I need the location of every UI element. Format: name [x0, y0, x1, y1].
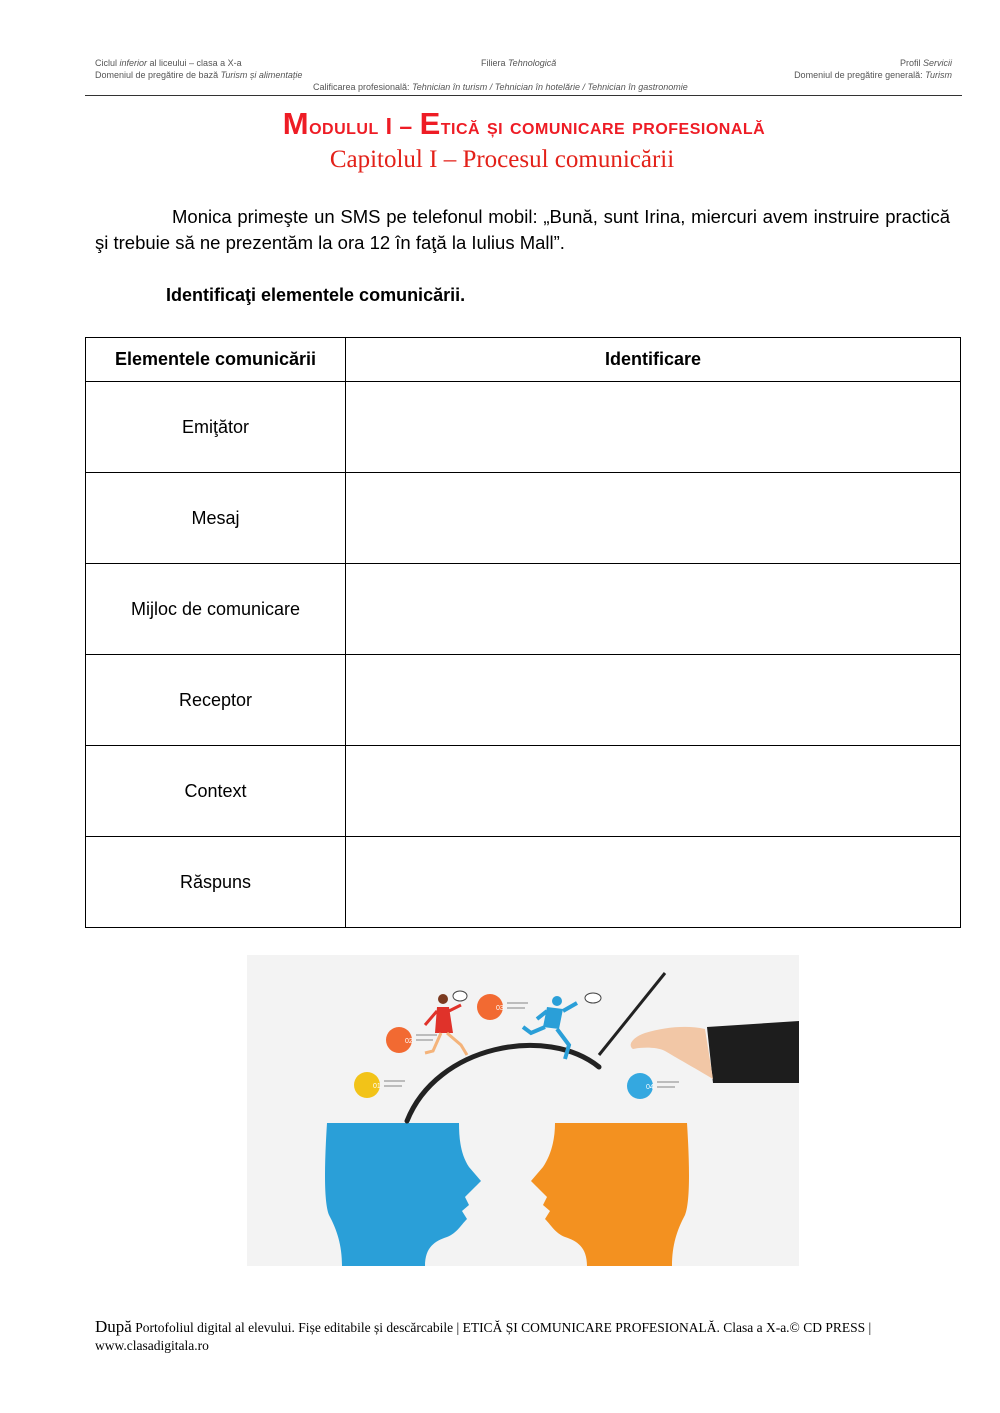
row-label-channel: Mijloc de comunicare: [86, 564, 346, 655]
table-row: [86, 837, 961, 928]
bubble-03-label: 03: [496, 1005, 504, 1012]
row-label-receiver: Receptor: [86, 655, 346, 746]
header-profile: Profil Servicii: [899, 58, 952, 68]
task-instruction: Identificaţi elementele comunicării.: [166, 285, 466, 305]
row-label-sender: Emiţător: [86, 382, 346, 473]
answer-cell-channel[interactable]: [346, 564, 961, 655]
header-general-domain: Domeniul de pregătire generală: Turism: [794, 70, 952, 80]
communication-illustration: [247, 955, 799, 1266]
table-row: [86, 473, 961, 564]
answer-cell-sender[interactable]: [346, 382, 961, 473]
header-domain: Domeniul de pregătire de bază Turism și alimentație: [95, 70, 303, 80]
answer-cell-response[interactable]: [346, 837, 961, 928]
header-track: Filiera Tehnologică: [481, 58, 557, 68]
header-cycle: Ciclul inferior al liceului – clasa a X-a: [95, 58, 242, 68]
header-qualification: Calificarea profesională: Tehnician în turism / Tehnician în hotelărie / Tehnician în gastronomie: [313, 82, 688, 92]
communication-elements-table: [85, 337, 961, 928]
bubble-04-label: 04: [646, 1084, 654, 1091]
column-header-identification: Identificare: [346, 338, 961, 382]
page-header: [95, 58, 952, 96]
row-label-message: Mesaj: [86, 473, 346, 564]
row-label-context: Context: [86, 746, 346, 837]
column-header-elements: Elementele comunicării: [86, 338, 346, 382]
page-footer: După Portofoliul digital al elevului. Fișe editabile și descărcabile | ETICĂ ȘI COMUNICARE PROFESIONALĂ. Clasa a X-a.© CD PRESS | www.clasadigitala.ro: [95, 1317, 872, 1353]
illustration-svg: [247, 955, 799, 1266]
row-label-response: Răspuns: [86, 837, 346, 928]
table-row: [86, 382, 961, 473]
answer-cell-message[interactable]: [346, 473, 961, 564]
table-header-row: [86, 338, 961, 382]
page-title: Modulul I – Etică și comunicare profesională: [282, 106, 766, 141]
bubble-01-label: 01: [373, 1083, 381, 1090]
bubble-02-label: 02: [405, 1038, 413, 1045]
table-row: [86, 746, 961, 837]
answer-cell-receiver[interactable]: [346, 655, 961, 746]
answer-cell-context[interactable]: [346, 746, 961, 837]
table-row: [86, 564, 961, 655]
chapter-subtitle: Capitolul I – Procesul comunicării: [329, 146, 675, 173]
header-divider: [85, 95, 962, 96]
scenario-paragraph: Monica primeşte un SMS pe telefonul mobil: „Bună, sunt Irina, miercuri avem instruire practică şi trebuie să ne prezentăm la ora 12 în faţă la Iulius Mall”.: [95, 206, 950, 253]
table-row: [86, 655, 961, 746]
